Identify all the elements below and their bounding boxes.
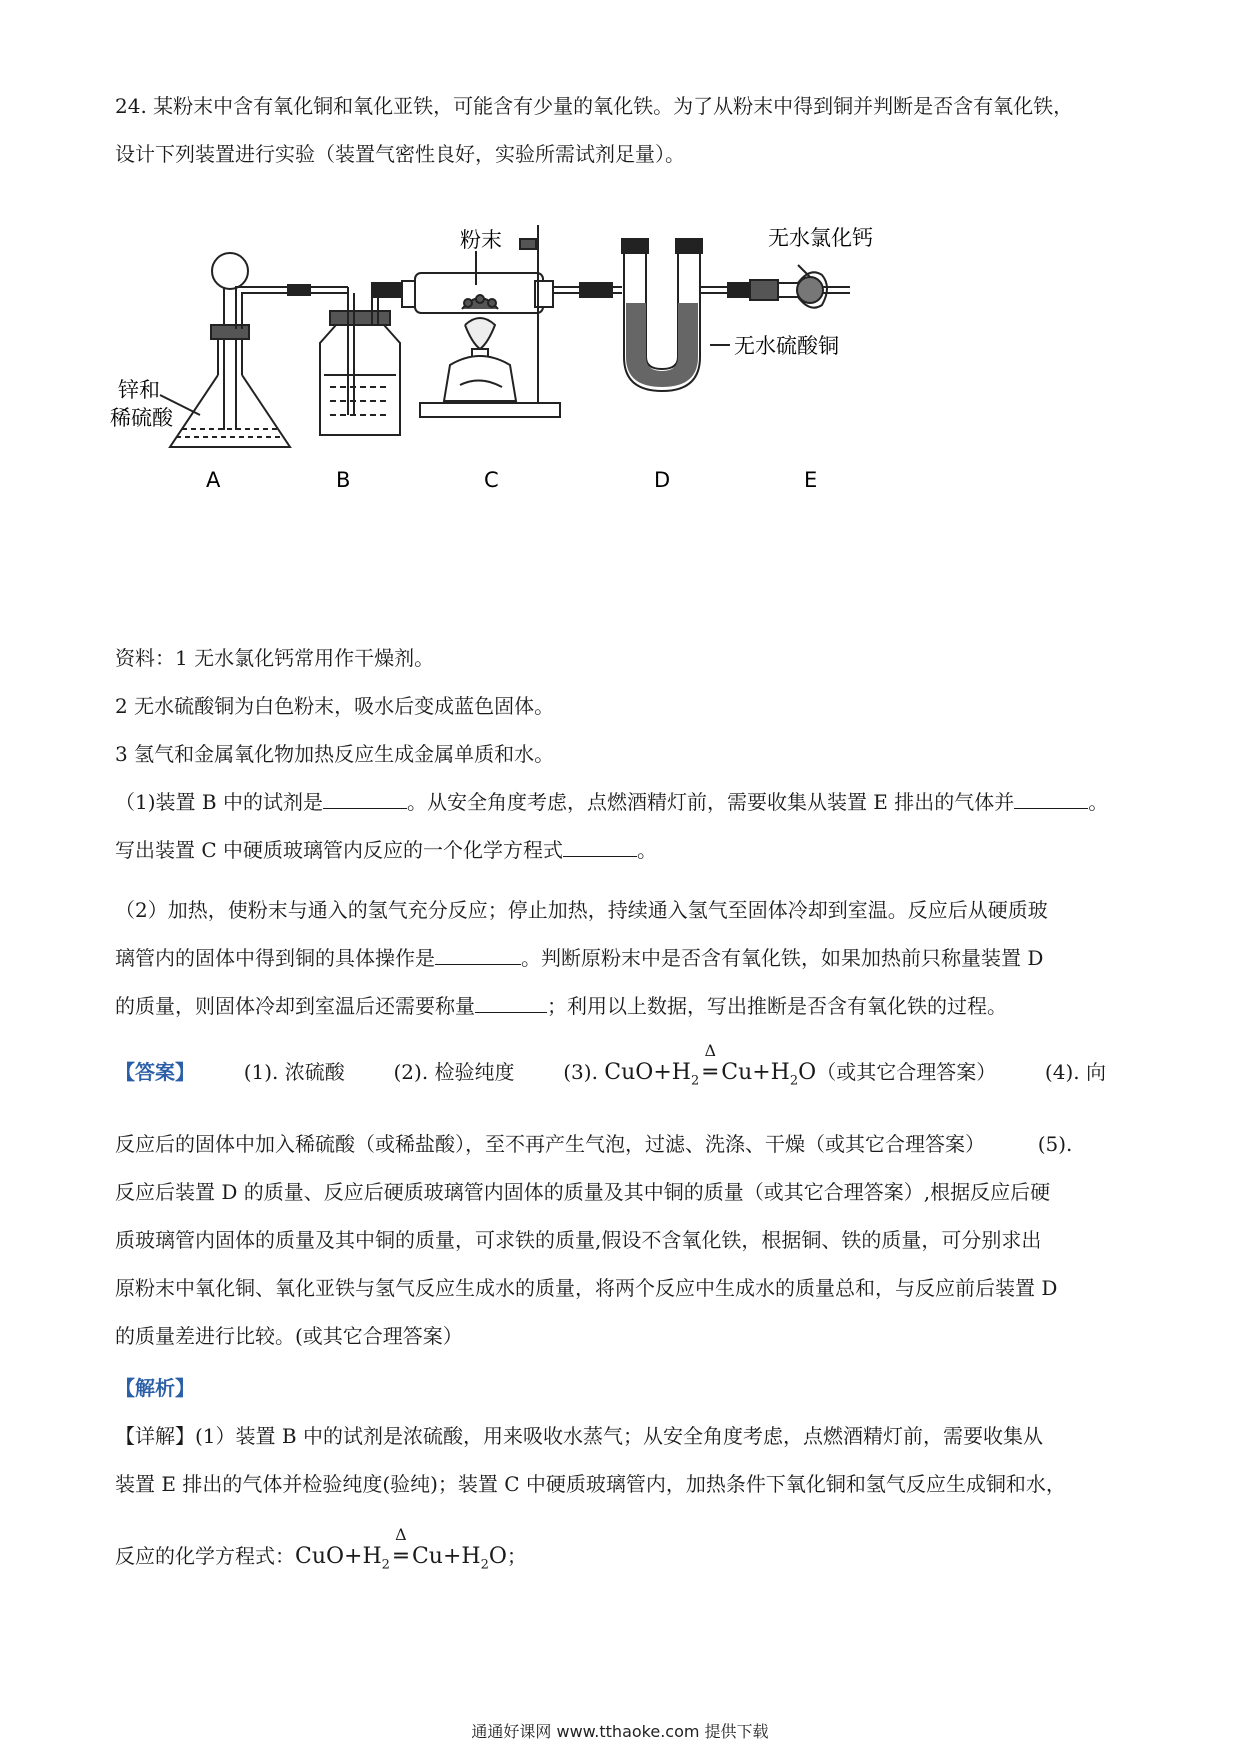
detail-line-2: 装置 E 排出的气体并检验纯度(验纯)；装置 C 中硬质玻璃管内，加热条件下氧化铜和氢气反应生成铜和水， xyxy=(115,1472,1066,1496)
footer-watermark: 通通好课网 www.tthaoke.com 提供下载 xyxy=(471,1722,769,1741)
part2-text-c: 。判断原粉末中是否含有氧化铁，如果加热前只称量装置 D xyxy=(521,946,1044,970)
analysis-label: 【解析】 xyxy=(115,1376,195,1400)
apparatus-c-tube xyxy=(402,225,560,417)
letter-d: D xyxy=(654,468,671,492)
part1-text-e: 。 xyxy=(637,838,658,862)
answer-label: 【答案】 xyxy=(115,1060,195,1084)
answer-line-3: 反应后装置 D 的质量、反应后硬质玻璃管内固体的质量及其中铜的质量（或其它合理答案）,根据反应后硬 xyxy=(115,1180,1051,1204)
question-line-1: 24. 某粉末中含有氧化铜和氧化亚铁，可能含有少量的氧化铁。为了从粉末中得到铜并判断是否含有氧化铁， xyxy=(115,94,1074,118)
answer-blank-3 xyxy=(563,838,637,857)
answer-3-note: （或其它合理答案） xyxy=(816,1060,997,1084)
part2-text-d: 的质量，则固体冷却到室温后还需要称量 xyxy=(115,994,475,1018)
answer-5-prefix: (5). xyxy=(1037,1132,1073,1156)
answer-line-2 xyxy=(115,1130,1135,1158)
part1-line-2 xyxy=(115,836,1135,864)
detail-text-1: (1）装置 B 中的试剂是浓硫酸，用来吸收水蒸气；从安全角度考虑，点燃酒精灯前，需要收集从 xyxy=(195,1424,1043,1448)
answer-blank-4 xyxy=(435,946,521,965)
part1-text-a: （1)装置 B 中的试剂是 xyxy=(115,790,323,814)
answer-line-6: 的质量差进行比较。(或其它合理答案） xyxy=(115,1324,463,1348)
label-zinc-1: 锌和 xyxy=(118,378,160,402)
letter-e: E xyxy=(804,468,818,492)
part2-text-b: 璃管内的固体中得到铜的具体操作是 xyxy=(115,946,435,970)
material-3: 3 氢气和金属氧化物加热反应生成金属单质和水。 xyxy=(115,742,555,766)
chemical-equation: $CuO+H_2$ Δ ═ $Cu+H_2O$ xyxy=(604,1041,817,1089)
answer-1: (1). 浓硫酸 xyxy=(243,1060,345,1084)
detail-label: 【详解】 xyxy=(115,1424,195,1448)
chemical-equation-2: $CuO+H_2$ Δ ═ $Cu+H_2O$ xyxy=(295,1525,507,1573)
letter-a: A xyxy=(206,468,221,492)
answer-blank-2 xyxy=(1014,790,1088,809)
part2-line-3 xyxy=(115,992,1135,1020)
apparatus-d-utube xyxy=(622,239,750,391)
answer-3-prefix: (3). xyxy=(563,1060,598,1084)
answer-blank-1 xyxy=(323,790,407,809)
label-cuso4: 无水硫酸铜 xyxy=(734,334,839,358)
analysis-label-line xyxy=(115,1374,1135,1402)
part2-text-e: ；利用以上数据，写出推断是否含有氧化铁的过程。 xyxy=(547,994,1007,1018)
apparatus-e-drying-tube xyxy=(750,265,850,308)
detail-text-3: 反应的化学方程式： xyxy=(115,1544,295,1568)
apparatus-b-bottle xyxy=(320,287,400,435)
letter-c: C xyxy=(484,468,499,492)
material-2: 2 无水硫酸铜为白色粉末，吸水后变成蓝色固体。 xyxy=(115,694,555,718)
label-zinc-2: 稀硫酸 xyxy=(110,406,173,430)
part1-text-d: 写出装置 C 中硬质玻璃管内反应的一个化学方程式 xyxy=(115,838,564,862)
answer-line-1 xyxy=(115,1041,1135,1095)
label-powder: 粉末 xyxy=(460,228,502,252)
answer-blank-5 xyxy=(475,994,547,1013)
answer-line-4: 质玻璃管内固体的质量及其中铜的质量，可求铁的质量,假设不含氧化铁，根据铜、铁的质量，可分别求出 xyxy=(115,1228,1042,1252)
answer-4-text: 反应后的固体中加入稀硫酸（或稀盐酸），至不再产生气泡，过滤、洗涤、干燥（或其它合理答案） xyxy=(115,1132,985,1156)
apparatus-diagram xyxy=(110,225,970,555)
letter-b: B xyxy=(336,468,351,492)
answer-line-5: 原粉末中氧化铜、氧化亚铁与氢气反应生成水的质量，将两个反应中生成水的质量总和，与反应前后装置 D xyxy=(115,1276,1058,1300)
part2-line-2 xyxy=(115,944,1135,972)
question-line-2: 设计下列装置进行实验（装置气密性良好，实验所需试剂足量）。 xyxy=(115,142,685,166)
part1-text-b: 。从安全角度考虑，点燃酒精灯前，需要收集从装置 E 排出的气体并 xyxy=(406,790,1015,814)
detail-line-1 xyxy=(115,1422,1135,1450)
part1-text-c: 。 xyxy=(1088,790,1109,814)
material-1: 资料：1 无水氯化钙常用作干燥剂。 xyxy=(115,646,435,670)
label-cacl2: 无水氯化钙 xyxy=(768,226,873,250)
answer-4-prefix: (4). 向 xyxy=(1044,1060,1106,1084)
apparatus-a-flask xyxy=(170,253,300,447)
answer-2: (2). 检验纯度 xyxy=(393,1060,515,1084)
part2-line-1: （2）加热，使粉末与通入的氢气充分反应；停止加热，持续通入氢气至固体冷却到室温。反应后从硬质玻 xyxy=(115,898,1048,922)
part1-line-1 xyxy=(115,788,1135,816)
detail-line-3: 反应的化学方程式：$CuO+H_2$ Δ ═ $Cu+H_2O$； xyxy=(115,1525,527,1573)
